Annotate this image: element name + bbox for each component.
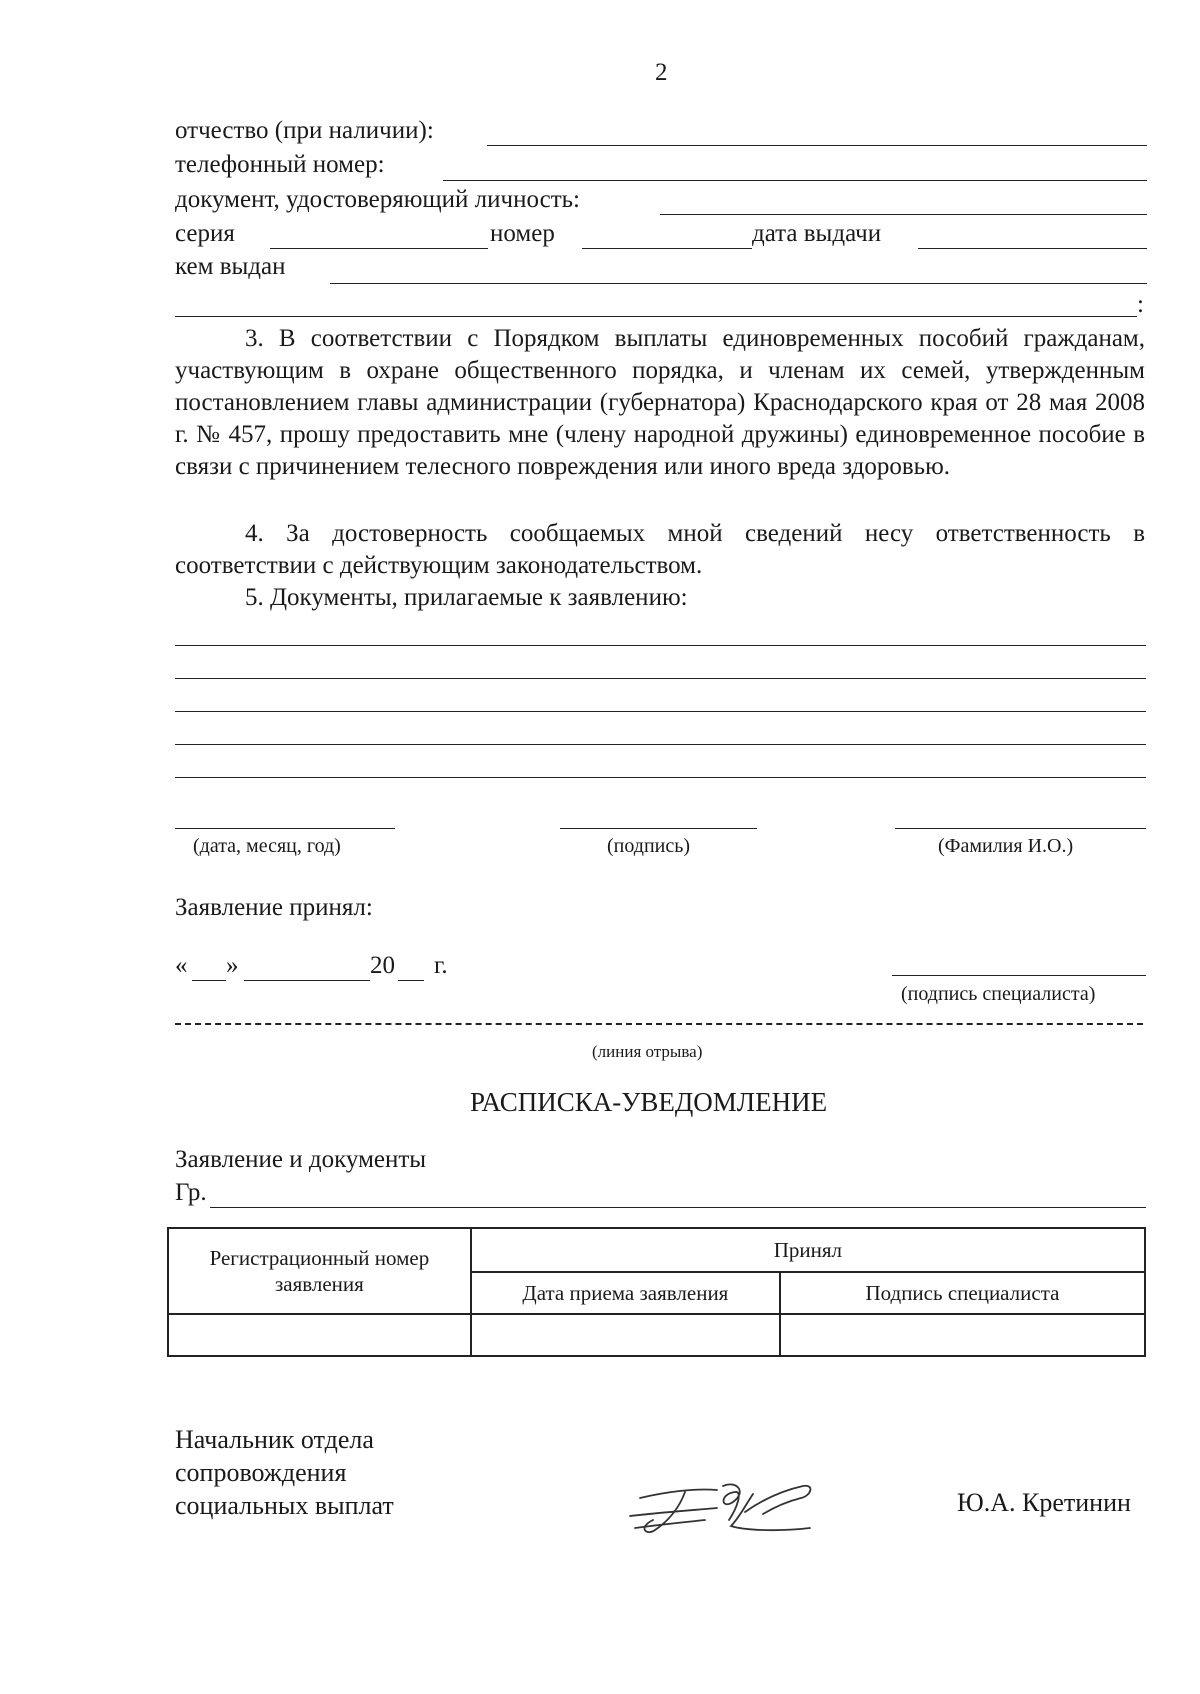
receipt-docs-label: Заявление и документы [175,1146,427,1173]
paragraph-4: 4. За достоверность сообщаемых мной сведений несу ответственность в соответствии с действующим законодательством. [175,520,1145,579]
patronymic-field[interactable] [487,145,1147,146]
accepted-group-header: Принял [471,1228,1145,1272]
day-field[interactable] [192,980,226,981]
id-document-label: документ, удостоверяющий личность: [175,186,580,213]
date-cell[interactable] [471,1314,780,1356]
position-title [175,1423,394,1522]
reg-number-header [168,1228,471,1314]
year-prefix: 20 [370,952,395,979]
accepted-label: Заявление принял: [175,894,373,921]
citizen-prefix: Гр. [175,1179,207,1206]
number-field[interactable] [582,248,752,249]
number-label: номер [490,220,555,247]
date-caption: (дата, месяц, год) [193,835,341,857]
date-open-quote: « [175,952,188,979]
phone-label: телефонный номер: [175,151,385,178]
signature-cell[interactable] [780,1314,1145,1356]
issue-date-label: дата выдачи [752,220,882,247]
specialist-signature-line[interactable] [892,975,1146,976]
series-label: серия [175,220,235,247]
phone-field[interactable] [443,180,1147,181]
name-line[interactable] [895,828,1146,829]
issued-by-field-continuation[interactable] [175,316,1137,317]
receipt-table [167,1227,1146,1357]
year-suffix: г. [434,952,448,979]
signatory-name: Ю.А. Кретинин [957,1488,1131,1517]
date-line[interactable] [175,828,395,829]
date-close-quote: » [226,952,239,979]
signature-header: Подпись специалиста [780,1272,1145,1314]
attachments-line-2[interactable] [175,678,1146,679]
month-field[interactable] [244,980,370,981]
issue-date-field[interactable] [918,248,1147,249]
trailing-colon: : [1137,291,1144,318]
issued-by-field[interactable] [330,283,1147,284]
tear-line-caption: (линия отрыва) [592,1042,703,1061]
signature-line[interactable] [560,828,757,829]
series-field[interactable] [270,248,488,249]
tear-line [175,1023,1143,1025]
issued-by-label: кем выдан [175,253,286,280]
id-document-field[interactable] [660,214,1147,215]
date-header: Дата приема заявления [471,1272,780,1314]
receipt-title: РАСПИСКА-УВЕДОМЛЕНИЕ [470,1087,828,1117]
page-number: 2 [655,59,668,86]
paragraph-5: 5. Документы, прилагаемые к заявлению: [245,584,688,611]
patronymic-label: отчество (при наличии): [175,117,434,144]
attachments-line-4[interactable] [175,744,1146,745]
specialist-caption: (подпись специалиста) [901,983,1096,1005]
handwritten-signature [625,1468,825,1548]
paragraph-3: 3. В соответствии с Порядком выплаты единовременных пособий гражданам, участвующим в охране общественного порядка, и членам их семей, утвержденным постановлением главы администрации (губернатора) Краснодарского края от 28 мая 2008 г. № 457, прошу предоставить мне (члену народной дружины) единовременное пособие в связи с причинением телесного повреждения или иного вреда здоровью. [175,325,1145,480]
attachments-line-1[interactable] [175,645,1146,646]
position-line-2: сопровождения [175,1458,347,1487]
reg-number-header-text: Регистрационный номер заявления [209,1246,430,1296]
reg-number-cell[interactable] [168,1314,471,1356]
attachments-line-3[interactable] [175,711,1146,712]
position-line-1: Начальник отдела [175,1425,374,1454]
signature-caption: (подпись) [607,835,691,857]
attachments-line-5[interactable] [175,777,1146,778]
position-line-3: социальных выплат [175,1491,394,1520]
citizen-name-field[interactable] [210,1207,1146,1208]
name-caption: (Фамилия И.О.) [938,835,1074,857]
year-field[interactable] [398,980,424,981]
